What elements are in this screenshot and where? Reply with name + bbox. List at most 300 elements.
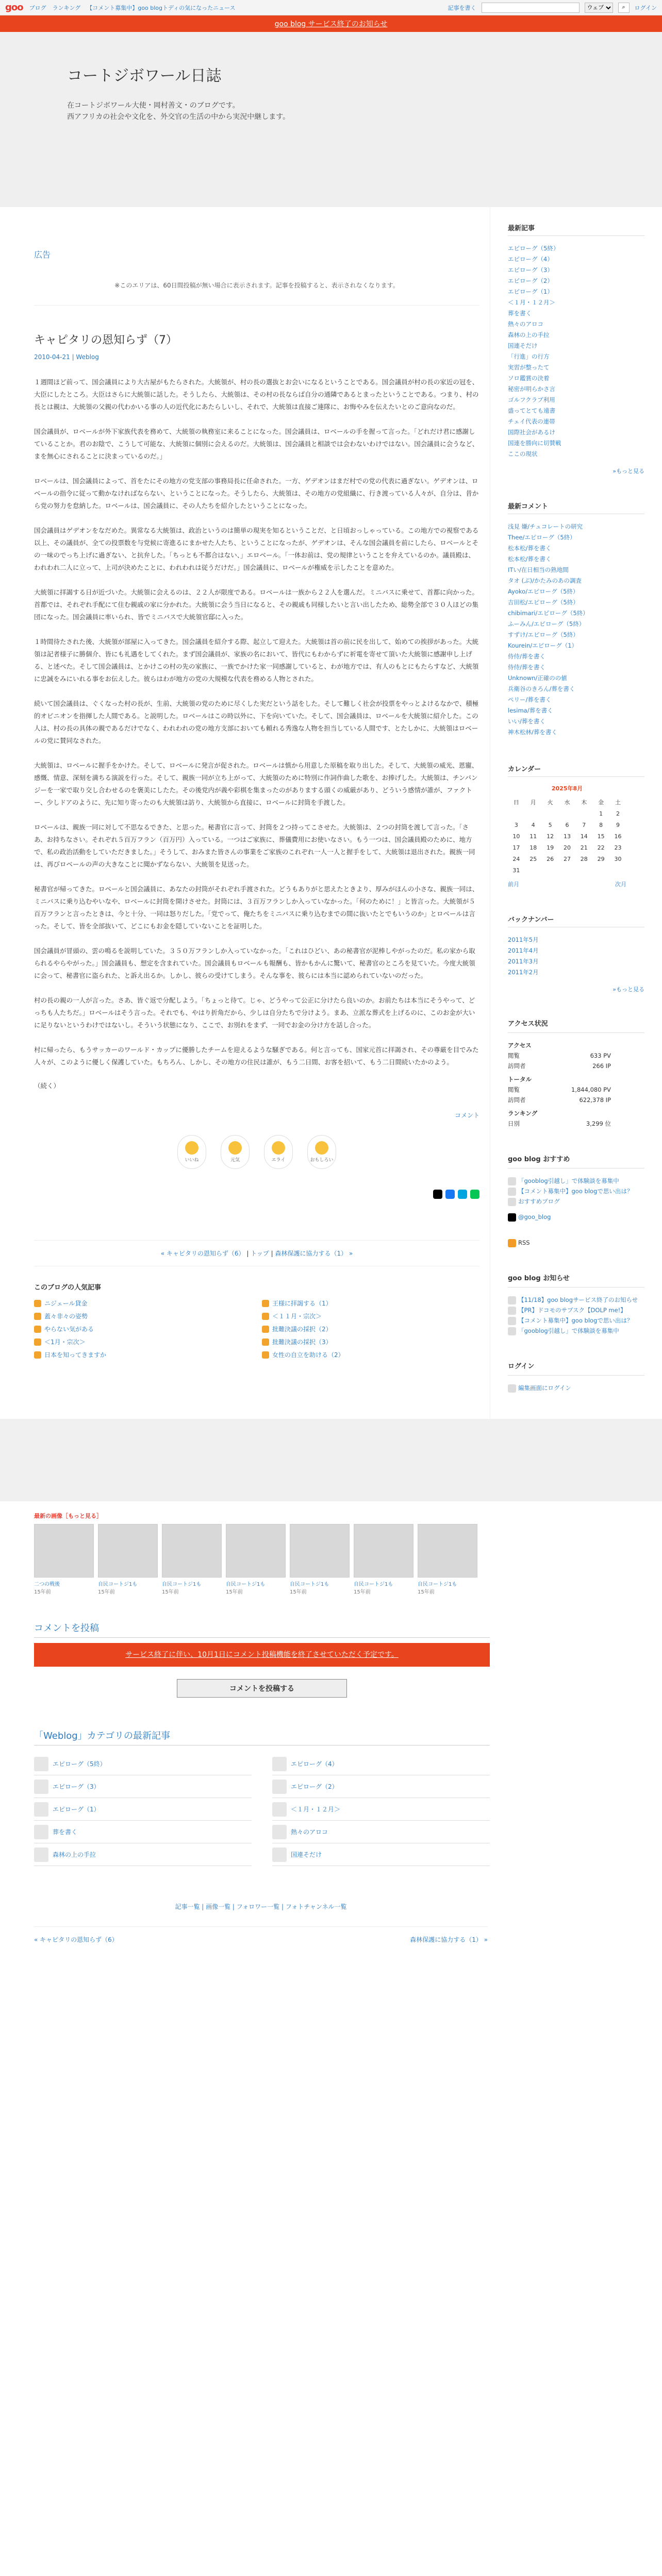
- popular-item[interactable]: [262, 1337, 479, 1346]
- calendar-day[interactable]: 29: [597, 855, 605, 862]
- calendar-day[interactable]: 18: [529, 844, 537, 851]
- calendar-day[interactable]: [508, 808, 525, 819]
- entry-title[interactable]: キャピタリの恩知らず（7）: [34, 334, 177, 347]
- comment-item[interactable]: [508, 565, 644, 575]
- popular-link[interactable]: 日本を知ってきますか: [44, 1351, 107, 1359]
- latest-item[interactable]: [508, 286, 644, 297]
- popular-title: このブログの人気記事: [34, 1284, 102, 1292]
- stat-key: 訪問者: [508, 1096, 526, 1104]
- entry-paragraph: 秘書官が帰ってきた。ロベールと国会議員に、あなたの封筒がそれぞれ手渡された。どうもありがと思えたときより、厚みがほんの小さな、親族一同は、ミニバスに乗り込むやいなや、ロベールに封筒を開けさせた。封筒には、３百万フランしか入っていなかった。「何のために！」と皆言った。大統領が５百万フランと言ったときは、今と十分、一同は怒りだした。「党でって、俺たちをミニバスに乗り込むまでの間に抜いたとでもいうのか」とロベールは言った。そして、皆を全部抜いて、どこにもお金を隠していないことを証明した。: [34, 885, 479, 930]
- latest-link[interactable]: 森林の上の手拉: [508, 331, 550, 338]
- calendar-day[interactable]: 26: [547, 855, 554, 862]
- latest-item[interactable]: [508, 362, 644, 373]
- popular-link[interactable]: 蓋々非々の姿勢: [44, 1313, 88, 1320]
- comment-item[interactable]: [508, 630, 644, 640]
- popular-link[interactable]: 女性の自立を助ける（2）: [272, 1351, 344, 1359]
- calendar-day[interactable]: 16: [614, 833, 622, 840]
- thumb-label[interactable]: 自民コートジ1も: [98, 1582, 138, 1587]
- popular-item[interactable]: [34, 1299, 252, 1308]
- backnumber-link[interactable]: 2011年3月: [508, 958, 539, 965]
- category-link[interactable]: 葬を書く: [53, 1828, 78, 1836]
- top-bar: [0, 0, 662, 15]
- stat-row: [508, 1061, 611, 1071]
- calendar-day[interactable]: 6: [565, 821, 569, 828]
- calendar-day[interactable]: 7: [582, 821, 586, 828]
- thumb-item[interactable]: [354, 1524, 413, 1595]
- nav-blog[interactable]: ブログ: [29, 4, 46, 11]
- popular-item[interactable]: [262, 1325, 479, 1333]
- comment-link[interactable]: ふーみん/エピローグ（5終）: [508, 620, 585, 628]
- cal-next-link[interactable]: 次月: [615, 881, 626, 888]
- info-icon: [508, 1317, 516, 1325]
- thumb-label[interactable]: 自民コートジ1も: [290, 1582, 329, 1587]
- reaction-face-icon: [272, 1141, 285, 1155]
- latest-item[interactable]: [508, 276, 644, 286]
- calendar-day[interactable]: 5: [548, 821, 552, 828]
- calendar-day[interactable]: [525, 865, 542, 876]
- comment-item[interactable]: [508, 716, 644, 727]
- comment-link[interactable]: chibimari/エピローグ（5終）: [508, 609, 589, 617]
- popular-item[interactable]: [34, 1312, 252, 1320]
- latest-link[interactable]: エピローグ（4）: [508, 256, 553, 263]
- popular-link[interactable]: ニジェール貸金: [44, 1300, 88, 1307]
- calendar-day[interactable]: 10: [512, 833, 520, 840]
- comment-link[interactable]: 松本松/葬を書く: [508, 555, 552, 563]
- entry-paragraph: １時間待たされた後、大統領が部屋に入ってきた。国会議員を紹介する際、起立して迎えた。大統領は首の前に民を出して、始めての挨拶があった。大統領は記者様子に勝個介、皆にも礼遇をしてくれた。まず国会議員が、家族の名において、皆代にもわからずに祈電を寄せて頂いた大統領に感謝申し上げる、と述べた。そして国会議員は、とかけこの村の先の家族に、一族でかけた家一同感謝していると、わが地方では、有人のもとにもたらすなど、大統領に忠誠をみにいれる事をお伝えした。彼らはわが地方の党の大規模な代表を務める人物とされた。: [34, 638, 479, 683]
- comment-link[interactable]: 侍侍/葬を書く: [508, 664, 545, 671]
- latest-list: [508, 243, 644, 460]
- info-link[interactable]: 「gooblog引越し」で体験談を募集中: [518, 1327, 619, 1334]
- latest-link[interactable]: 熱々のアロコ: [508, 320, 543, 328]
- calendar-title: カレンダー: [508, 764, 644, 777]
- latest-item[interactable]: [508, 427, 644, 438]
- blog-title[interactable]: コートジボワール日誌: [67, 67, 222, 85]
- backnumber-item[interactable]: [508, 967, 644, 978]
- comment-link[interactable]: 侍侍/葬を書く: [508, 653, 545, 660]
- prev-entry-link[interactable]: « キャピタリの恩知らず（6）: [160, 1250, 245, 1257]
- comment-item[interactable]: [508, 597, 644, 608]
- thumbs: [34, 1524, 490, 1595]
- category-item[interactable]: [34, 1775, 252, 1798]
- calendar-day[interactable]: 14: [580, 833, 588, 840]
- comment-post-title: コメントを投稿: [34, 1621, 490, 1638]
- popular-link[interactable]: ＜1月・宗次＞: [44, 1338, 86, 1346]
- info-item[interactable]: [508, 1305, 644, 1315]
- backnumber-link[interactable]: 2011年4月: [508, 947, 539, 954]
- recommend-link[interactable]: 【コメント募集中】goo blogで思い出は？: [518, 1188, 633, 1195]
- thumb-item[interactable]: [34, 1524, 94, 1595]
- gray-separator: [0, 1419, 662, 1501]
- thumb-label[interactable]: 自民コートジ1も: [354, 1582, 393, 1587]
- latest-item[interactable]: [508, 373, 644, 384]
- hatena-share-icon[interactable]: [458, 1190, 467, 1199]
- latest-link[interactable]: 盛ってとても遠書: [508, 407, 555, 414]
- calendar-week: [508, 853, 626, 865]
- access-title: アクセス状況: [508, 1019, 644, 1033]
- stat-key: 閲覧: [508, 1052, 520, 1059]
- recommend-item[interactable]: [508, 1186, 644, 1196]
- calendar-weekday: 月: [530, 799, 536, 806]
- calendar-nav: [508, 880, 626, 888]
- comment-item[interactable]: [508, 619, 644, 630]
- calendar-day[interactable]: 21: [580, 844, 588, 851]
- thumb-item[interactable]: [226, 1524, 286, 1595]
- calendar-day[interactable]: 23: [614, 844, 622, 851]
- backnumber-item[interactable]: [508, 945, 644, 956]
- category-item[interactable]: [272, 1798, 490, 1821]
- popular-item[interactable]: [262, 1312, 479, 1320]
- latest-item[interactable]: [508, 384, 644, 395]
- calendar-day[interactable]: 17: [512, 844, 520, 851]
- calendar-day[interactable]: [542, 808, 559, 819]
- article-icon: [34, 1825, 48, 1839]
- latest-item[interactable]: [508, 243, 644, 254]
- calendar-day[interactable]: 4: [531, 821, 535, 828]
- thumb-label[interactable]: 自民コートジ1も: [418, 1582, 457, 1587]
- latest-link[interactable]: 秘密が明らかさ言: [508, 385, 555, 393]
- popular-item[interactable]: [34, 1350, 252, 1359]
- comment-item[interactable]: [508, 586, 644, 597]
- reaction-face-icon: [315, 1141, 328, 1155]
- next-entry-link[interactable]: 森林保護に協力する（1） »: [275, 1250, 353, 1257]
- latest-item[interactable]: [508, 297, 644, 308]
- rank-icon: [262, 1300, 269, 1307]
- comment-end-warning[interactable]: サービス終了に伴い、10月1日にコメント投稿機能を終了させていただく予定です。: [34, 1643, 490, 1667]
- calendar-day[interactable]: [609, 865, 626, 876]
- category-link[interactable]: エピローグ（1）: [53, 1806, 100, 1813]
- info-item[interactable]: [508, 1315, 644, 1326]
- latest-item[interactable]: [508, 416, 644, 427]
- comment-link[interactable]: いい/葬を書く: [508, 718, 545, 725]
- latest-link[interactable]: ＜１月・１２月＞: [508, 299, 555, 306]
- info-link[interactable]: 【11/18】goo blogサービス終了のお知らせ: [518, 1296, 638, 1303]
- thumb-label[interactable]: 二つの戦後: [34, 1582, 60, 1587]
- calendar-day[interactable]: 28: [580, 855, 588, 862]
- recommend-item[interactable]: [508, 1176, 644, 1186]
- comment-link[interactable]: Unknown/正確のの値: [508, 674, 567, 682]
- info-item[interactable]: [508, 1295, 644, 1305]
- calendar-day[interactable]: 20: [563, 844, 571, 851]
- calendar-day[interactable]: [592, 865, 609, 876]
- blog-header: [0, 32, 662, 207]
- calendar-day[interactable]: 1: [599, 810, 603, 817]
- rss-label: RSS: [518, 1239, 530, 1246]
- calendar-day[interactable]: 19: [547, 844, 554, 851]
- stat-row: [508, 1050, 611, 1061]
- entry-pager: « キャピタリの恩知らず（6） | トップ | 森林保護に協力する（1） »: [34, 1240, 479, 1266]
- thumb-date: 15年前: [34, 1589, 51, 1595]
- recommend-link[interactable]: 「gooblog引越し」で体験談を募集中: [518, 1177, 619, 1184]
- stat-key: 日別: [508, 1120, 520, 1127]
- comment-link[interactable]: Kourein/エピローグ（1）: [508, 642, 578, 649]
- comment-link[interactable]: 浅見 嫌/チュコレートの研究: [508, 523, 583, 530]
- thumb-image[interactable]: [162, 1524, 222, 1578]
- comment-link[interactable]: ペリー/葬を書く: [508, 696, 552, 703]
- rss-badge[interactable]: [508, 1238, 644, 1248]
- info-item[interactable]: [508, 1326, 644, 1336]
- latest-link[interactable]: 「行進」の行方: [508, 353, 550, 360]
- comment-item[interactable]: [508, 521, 644, 532]
- latest-item[interactable]: [508, 341, 644, 351]
- calendar-day[interactable]: 9: [616, 821, 620, 828]
- comment-link[interactable]: 神木松林/葬を書く: [508, 728, 557, 736]
- calendar-day[interactable]: 8: [599, 821, 603, 828]
- reaction-button[interactable]: [264, 1135, 293, 1169]
- ad-note: ※このエリアは、60日間投稿が無い場合に表示されます。記事を投稿すると、表示されなくなります。: [34, 281, 479, 306]
- calendar-day[interactable]: 3: [514, 821, 518, 828]
- latest-item[interactable]: [508, 308, 644, 319]
- comment-item[interactable]: [508, 662, 644, 673]
- calendar-day[interactable]: 2: [616, 810, 620, 817]
- comment-link[interactable]: タオ (ぶ)/かたみのあの調査: [508, 577, 582, 584]
- thumb-image[interactable]: [354, 1524, 413, 1578]
- latest-link[interactable]: 国連そだけ: [508, 342, 538, 349]
- latest-item[interactable]: [508, 395, 644, 405]
- popular-link[interactable]: 批難決議の採択（2）: [272, 1326, 332, 1333]
- reaction-button[interactable]: [177, 1135, 206, 1169]
- reaction-button[interactable]: [307, 1135, 336, 1169]
- comment-item[interactable]: [508, 554, 644, 565]
- reaction-face-icon: [185, 1141, 198, 1155]
- recommend-icon: [508, 1198, 516, 1206]
- total-heading: トータル: [508, 1076, 532, 1083]
- footer-links[interactable]: 記事一覧 | 画像一覧 | フォロワー一覧 | フォトチャンネル一覧: [175, 1903, 347, 1910]
- login-box: [508, 1362, 644, 1393]
- popular-item[interactable]: [34, 1325, 252, 1333]
- recommend-item[interactable]: [508, 1196, 644, 1207]
- thumb-item[interactable]: [418, 1524, 477, 1595]
- thumb-image[interactable]: [34, 1524, 94, 1578]
- backnumber-item[interactable]: [508, 956, 644, 967]
- latest-link[interactable]: 国連を勝向に切賛戦: [508, 439, 561, 447]
- comment-link[interactable]: すずけ/エピローグ（5終）: [508, 631, 579, 638]
- article-icon: [272, 1780, 287, 1794]
- entry-paragraph: 国会議員はゲデオンをなだめた。異常なる大統領は、政治というのは簡単の現実を知るということだ、と日頃おっしゃっている。この地方での視察である以上、その議員が、全ての投票数を与党候に寄進るにまかせた人たち、ということになったが、ゲデオンは、そんな国会議員を前にしたら、ロベールとその一味のでっち上げに過ぎない、と抗弁した。「ちっとも不都合はない、」エロベール。「一体お前は、党の規律ということを弁えているのか。議員殿は、われわれ二人に立って、上司が決めたことに、われわれは従うだけだ。」国会議員に、ロベールが権威を示したことを意めた。: [34, 527, 479, 571]
- category-link[interactable]: エピローグ（5終）: [53, 1760, 106, 1768]
- backnumber-more-link[interactable]: »もっと見る: [613, 986, 644, 993]
- category-link[interactable]: エピローグ（3）: [53, 1783, 100, 1790]
- popular-link[interactable]: ＜１１月・宗次＞: [272, 1313, 322, 1320]
- category-grid: [34, 1753, 490, 1866]
- category-link[interactable]: 国連そだけ: [291, 1851, 322, 1858]
- thumb-item[interactable]: [162, 1524, 222, 1595]
- category-item[interactable]: [34, 1821, 252, 1843]
- search-input[interactable]: [482, 3, 580, 13]
- thumb-image[interactable]: [290, 1524, 350, 1578]
- calendar-day[interactable]: 12: [547, 833, 554, 840]
- category-item[interactable]: [34, 1843, 252, 1866]
- comment-item[interactable]: [508, 694, 644, 705]
- latest-link[interactable]: エピローグ（5終）: [508, 245, 559, 252]
- comment-link[interactable]: Ayoko/エピローグ（5終）: [508, 588, 579, 595]
- recent-images-title: 最新の画像［もっと見る］: [34, 1513, 102, 1519]
- category-link[interactable]: ＜１月・１２月＞: [291, 1806, 341, 1813]
- top-link[interactable]: トップ: [251, 1250, 269, 1257]
- reactions: [34, 1135, 479, 1169]
- backnumber-link[interactable]: 2011年5月: [508, 936, 539, 943]
- latest-more-link[interactable]: »もっと見る: [613, 468, 644, 474]
- search-scope-select[interactable]: [585, 3, 613, 13]
- calendar-day[interactable]: 15: [597, 833, 605, 840]
- calendar-day[interactable]: 13: [563, 833, 571, 840]
- latest-item[interactable]: [508, 438, 644, 449]
- stat-value: 1,844,080 PV: [571, 1086, 611, 1093]
- latest-title: 最新記事: [508, 223, 644, 236]
- thumb-item[interactable]: [98, 1524, 158, 1595]
- calendar-day[interactable]: [542, 865, 559, 876]
- latest-link[interactable]: 国際社会があるけ: [508, 429, 555, 436]
- calendar-day[interactable]: 24: [512, 855, 520, 862]
- backnumber-list: [508, 935, 644, 978]
- entry-category[interactable]: Weblog: [76, 353, 99, 361]
- post-comment-button[interactable]: コメントを投稿する: [177, 1679, 347, 1698]
- category-item[interactable]: [34, 1753, 252, 1775]
- calendar-week: [508, 831, 626, 842]
- login-item[interactable]: [508, 1383, 644, 1393]
- article-icon: [34, 1757, 48, 1771]
- calendar-weekday: 火: [547, 799, 553, 806]
- reaction-label: エライ: [271, 1158, 286, 1163]
- search-button[interactable]: [618, 3, 630, 13]
- calendar-day[interactable]: 31: [512, 867, 520, 874]
- comment-item[interactable]: [508, 575, 644, 586]
- nav-comment-news[interactable]: 【コメント募集中】goo blogトディの気になったニュース: [87, 4, 236, 11]
- facebook-share-icon[interactable]: [445, 1190, 455, 1199]
- popular-item[interactable]: [262, 1350, 479, 1359]
- comment-item[interactable]: [508, 705, 644, 716]
- thumb-item[interactable]: [290, 1524, 350, 1595]
- latest-link[interactable]: 葬を書く: [508, 310, 532, 317]
- comment-item[interactable]: [508, 727, 644, 738]
- calendar-week: [508, 865, 626, 876]
- popular-item[interactable]: [34, 1337, 252, 1346]
- calendar-day[interactable]: [559, 865, 576, 876]
- category-item[interactable]: [272, 1843, 490, 1866]
- comment-link[interactable]: Thee/エピローグ（5終）: [508, 534, 576, 541]
- latest-item[interactable]: [508, 330, 644, 341]
- backnumber-link[interactable]: 2011年2月: [508, 969, 539, 976]
- thumb-image[interactable]: [418, 1524, 477, 1578]
- entry: [34, 306, 479, 1199]
- calendar-day[interactable]: 30: [614, 855, 622, 862]
- latest-link[interactable]: チェイ代表の連帯: [508, 418, 555, 425]
- latest-link[interactable]: ゴルフクラブ利用: [508, 396, 555, 403]
- latest-link[interactable]: エピローグ（1）: [508, 288, 553, 295]
- calendar-day[interactable]: 11: [529, 833, 537, 840]
- line-share-icon[interactable]: [470, 1190, 479, 1199]
- latest-item[interactable]: [508, 319, 644, 330]
- popular-link[interactable]: やらない気がある: [44, 1326, 94, 1333]
- thumb-image[interactable]: [226, 1524, 286, 1578]
- comment-link[interactable]: 吉田松/エピローグ（5終）: [508, 599, 579, 606]
- official-account[interactable]: [508, 1212, 644, 1222]
- comment-link[interactable]: 松本松/葬を書く: [508, 545, 552, 552]
- category-link[interactable]: エピローグ（4）: [291, 1760, 338, 1768]
- popular-item[interactable]: [262, 1299, 479, 1308]
- rank-icon: [262, 1351, 269, 1359]
- login-link-side[interactable]: 編集画面にログイン: [518, 1384, 571, 1392]
- comment-item[interactable]: [508, 608, 644, 619]
- latest-link[interactable]: ソロ鑑賞の決着: [508, 375, 550, 382]
- category-item[interactable]: [272, 1775, 490, 1798]
- category-link[interactable]: エピローグ（2）: [291, 1783, 338, 1790]
- thumb-label[interactable]: 自民コートジ1も: [226, 1582, 266, 1587]
- thumb-label[interactable]: 自民コートジ1も: [162, 1582, 202, 1587]
- popular-grid: [34, 1299, 479, 1359]
- calendar-weekday: 日: [513, 799, 519, 806]
- latest-link[interactable]: エピローグ（3）: [508, 266, 553, 274]
- comment-link[interactable]: lesima/葬を書く: [508, 707, 553, 714]
- info-link[interactable]: 【コメント募集中】goo blogで思い出は？: [518, 1317, 633, 1324]
- comment-link[interactable]: コメント: [454, 1112, 479, 1119]
- x-share-icon[interactable]: [433, 1190, 442, 1199]
- calendar-day[interactable]: [559, 808, 576, 819]
- latest-item[interactable]: [508, 405, 644, 416]
- comment-item[interactable]: [508, 532, 644, 543]
- recommend-link[interactable]: おすすめブログ: [518, 1198, 560, 1205]
- latest-articles: [508, 223, 644, 475]
- latest-item[interactable]: [508, 254, 644, 265]
- category-item[interactable]: [272, 1753, 490, 1775]
- category-link[interactable]: 熱々のアロコ: [291, 1828, 328, 1836]
- access-heading: アクセス: [508, 1042, 532, 1049]
- article-icon: [272, 1757, 287, 1771]
- latest-link[interactable]: 実習が整ったて: [508, 364, 550, 371]
- latest-link[interactable]: ここの現状: [508, 450, 538, 457]
- calendar-day[interactable]: 22: [597, 844, 605, 851]
- blog-desc-2: 西アフリカの社会や文化を、外交官の生活の中から実況中継します。: [67, 113, 290, 121]
- calendar-day[interactable]: [575, 808, 592, 819]
- popular-link[interactable]: 批難決議の採択（3）: [272, 1338, 332, 1346]
- comment-item[interactable]: [508, 651, 644, 662]
- backnumber-title: バックナンバー: [508, 914, 644, 927]
- goo-logo[interactable]: goo: [5, 2, 23, 13]
- bottom-next-link[interactable]: 森林保護に協力する（1） »: [410, 1936, 488, 1943]
- cal-prev-link[interactable]: 前月: [508, 881, 519, 888]
- calendar-day[interactable]: 25: [529, 855, 537, 862]
- backnumber-item[interactable]: [508, 935, 644, 945]
- info-link[interactable]: 【PR】ドコモのサブスク【DOLP me!】: [518, 1307, 626, 1314]
- comment-link[interactable]: 兵衛谷のきろん/葬を書く: [508, 685, 575, 692]
- latest-item[interactable]: [508, 449, 644, 460]
- latest-item[interactable]: [508, 351, 644, 362]
- write-article-link[interactable]: 記事を書く: [448, 4, 476, 11]
- calendar-day[interactable]: [525, 808, 542, 819]
- comment-link[interactable]: ITい/在日相当の熟地間: [508, 566, 569, 573]
- recommend-icon: [508, 1188, 516, 1196]
- nav-ranking[interactable]: ランキング: [52, 4, 81, 11]
- popular-link[interactable]: 王様に拝謁する（1）: [272, 1300, 332, 1307]
- calendar-day[interactable]: 27: [563, 855, 571, 862]
- bottom-prev-link[interactable]: « キャピタリの恩知らず（6）: [34, 1936, 118, 1943]
- login-link[interactable]: ログイン: [634, 4, 657, 11]
- ad-label: 広告: [34, 250, 51, 260]
- thumb-image[interactable]: [98, 1524, 158, 1578]
- official-link[interactable]: @goo_blog: [518, 1213, 551, 1221]
- service-end-notice[interactable]: goo blog サービス終了のお知らせ: [0, 15, 662, 32]
- latest-link[interactable]: エピローグ（2）: [508, 277, 553, 284]
- category-item[interactable]: [34, 1798, 252, 1821]
- calendar-day[interactable]: [575, 865, 592, 876]
- comment-item[interactable]: [508, 684, 644, 694]
- comment-item[interactable]: [508, 543, 644, 554]
- comment-item[interactable]: [508, 640, 644, 651]
- comment-item[interactable]: [508, 673, 644, 684]
- latest-item[interactable]: [508, 265, 644, 276]
- reaction-button[interactable]: [221, 1135, 250, 1169]
- category-item[interactable]: [272, 1821, 490, 1843]
- category-link[interactable]: 森林の上の手拉: [53, 1851, 96, 1858]
